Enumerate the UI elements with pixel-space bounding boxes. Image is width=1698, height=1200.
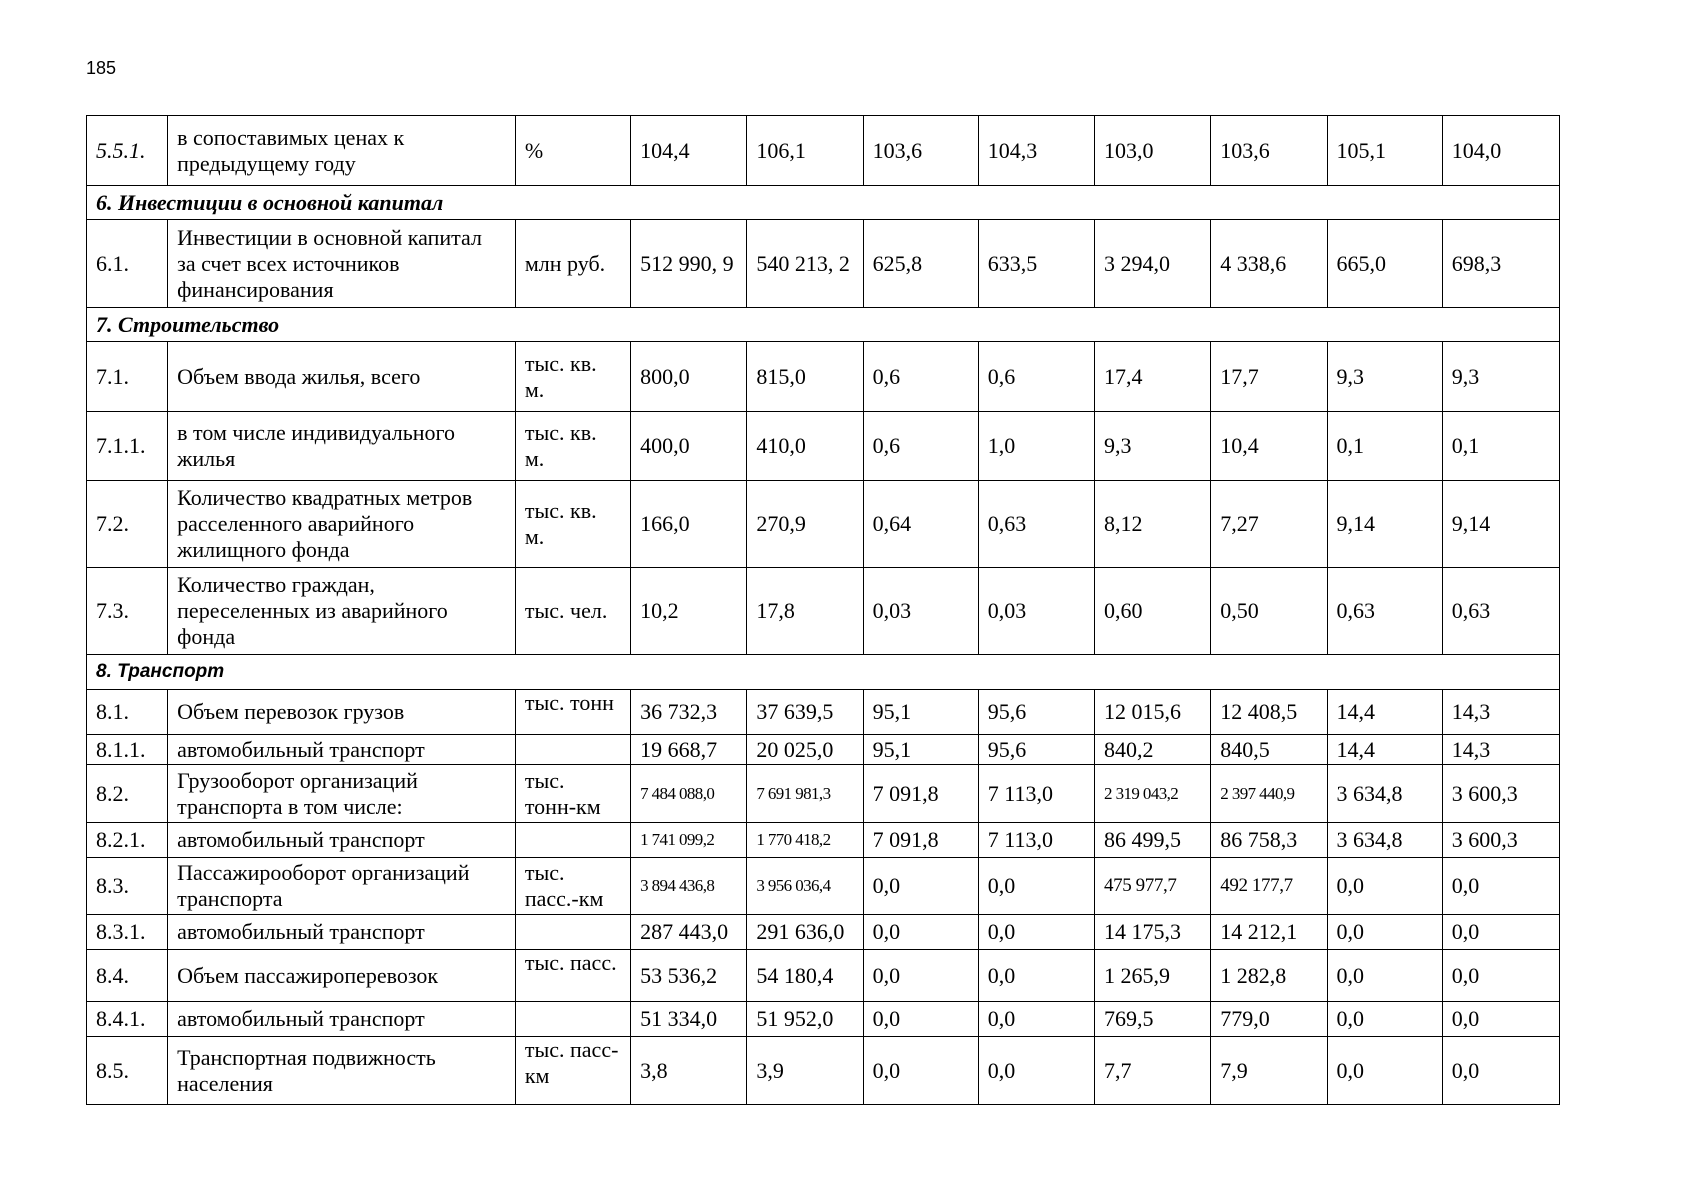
value-cell: 0,0 [863, 915, 978, 950]
value-cell: 7,27 [1211, 481, 1327, 568]
indicators-table [86, 115, 1560, 1105]
row-name: автомобильный транспорт [168, 735, 516, 765]
value-cell: 625,8 [863, 220, 978, 308]
value-cell: 0,0 [1442, 1002, 1559, 1037]
value-cell: 0,0 [1327, 1037, 1442, 1105]
value-cell: 7 113,0 [978, 823, 1094, 858]
row-code: 7.2. [87, 481, 168, 568]
row-code: 7.1. [87, 342, 168, 412]
value-cell: 0,0 [1442, 858, 1559, 915]
value-cell: 0,1 [1327, 412, 1442, 481]
row-unit-text: тыс. пасс-км [524, 1037, 619, 1088]
value-cell: 0,0 [1327, 915, 1442, 950]
value-cell: 0,6 [863, 412, 978, 481]
value-cell: 0,0 [1442, 1037, 1559, 1105]
row-code: 8.2.1. [87, 823, 168, 858]
value-cell: 512 990, 9 [631, 220, 747, 308]
table-row [87, 1037, 1560, 1105]
value-cell: 815,0 [747, 342, 863, 412]
row-name: Объем пассажироперевозок [168, 950, 516, 1002]
value-cell: 540 213, 2 [747, 220, 863, 308]
value-cell: 3,9 [747, 1037, 863, 1105]
value-cell: 14 212,1 [1211, 915, 1327, 950]
section-title: 6. Инвестиции в основной капитал [87, 186, 1560, 220]
row-unit: тыс. кв. м. [515, 481, 630, 568]
table-row [87, 568, 1560, 655]
row-unit [515, 1002, 630, 1037]
value-cell: 1 741 099,2 [631, 823, 747, 858]
row-name: автомобильный транспорт [168, 915, 516, 950]
value-cell: 0,03 [863, 568, 978, 655]
value-cell: 7 113,0 [978, 765, 1094, 823]
table-row [87, 342, 1560, 412]
value-cell: 291 636,0 [747, 915, 863, 950]
table-row [87, 950, 1560, 1002]
value-cell: 104,3 [978, 116, 1094, 186]
value-cell: 14,3 [1442, 735, 1559, 765]
row-name: Объем перевозок грузов [168, 690, 516, 735]
value-cell: 103,6 [1211, 116, 1327, 186]
section-header-row [87, 308, 1560, 342]
value-cell: 95,1 [863, 690, 978, 735]
section-title: 8. Транспорт [87, 655, 1560, 690]
row-unit [515, 690, 630, 735]
value-cell: 1 265,9 [1095, 950, 1211, 1002]
value-cell: 37 639,5 [747, 690, 863, 735]
value-cell: 7 091,8 [863, 823, 978, 858]
value-cell: 0,6 [863, 342, 978, 412]
value-cell: 7,9 [1211, 1037, 1327, 1105]
row-code: 7.3. [87, 568, 168, 655]
value-cell: 4 338,6 [1211, 220, 1327, 308]
value-cell: 86 758,3 [1211, 823, 1327, 858]
value-cell: 8,12 [1095, 481, 1211, 568]
table-row [87, 858, 1560, 915]
row-unit: тыс. кв. м. [515, 412, 630, 481]
row-name: в том числе индивидуального жилья [168, 412, 516, 481]
value-cell: 270,9 [747, 481, 863, 568]
value-cell: 2 397 440,9 [1211, 765, 1327, 823]
value-cell: 104,0 [1442, 116, 1559, 186]
row-name: автомобильный транспорт [168, 823, 516, 858]
value-cell: 17,7 [1211, 342, 1327, 412]
section-header-row [87, 655, 1560, 690]
table-row [87, 765, 1560, 823]
value-cell: 95,1 [863, 735, 978, 765]
value-cell: 19 668,7 [631, 735, 747, 765]
value-cell: 17,8 [747, 568, 863, 655]
value-cell: 3 600,3 [1442, 823, 1559, 858]
table-row [87, 1002, 1560, 1037]
value-cell: 0,0 [978, 950, 1094, 1002]
row-unit [515, 915, 630, 950]
row-unit [515, 1037, 630, 1105]
row-code: 8.4.1. [87, 1002, 168, 1037]
row-unit [515, 735, 630, 765]
row-name: автомобильный транспорт [168, 1002, 516, 1037]
row-code: 8.3.1. [87, 915, 168, 950]
table-row [87, 915, 1560, 950]
value-cell: 9,3 [1327, 342, 1442, 412]
value-cell: 1,0 [978, 412, 1094, 481]
row-unit: тыс. пасс.-км [515, 858, 630, 915]
value-cell: 3 294,0 [1095, 220, 1211, 308]
value-cell: 12 015,6 [1095, 690, 1211, 735]
value-cell: 0,63 [1442, 568, 1559, 655]
value-cell: 0,0 [863, 1002, 978, 1037]
value-cell: 86 499,5 [1095, 823, 1211, 858]
value-cell: 106,1 [747, 116, 863, 186]
value-cell: 665,0 [1327, 220, 1442, 308]
value-cell: 0,0 [1442, 950, 1559, 1002]
value-cell: 105,1 [1327, 116, 1442, 186]
value-cell: 698,3 [1442, 220, 1559, 308]
row-name: Объем ввода жилья, всего [168, 342, 516, 412]
value-cell: 3 600,3 [1442, 765, 1559, 823]
value-cell: 10,4 [1211, 412, 1327, 481]
value-cell: 800,0 [631, 342, 747, 412]
value-cell: 7 691 981,3 [747, 765, 863, 823]
value-cell: 166,0 [631, 481, 747, 568]
row-code: 8.5. [87, 1037, 168, 1105]
table-row [87, 220, 1560, 308]
table-row [87, 735, 1560, 765]
row-name: Транспортная подвижность населения [168, 1037, 516, 1105]
row-unit: тыс. тонн-км [515, 765, 630, 823]
row-code: 8.4. [87, 950, 168, 1002]
value-cell: 7 484 088,0 [631, 765, 747, 823]
value-cell: 0,0 [1442, 915, 1559, 950]
value-cell: 1 770 418,2 [747, 823, 863, 858]
row-code: 8.1. [87, 690, 168, 735]
value-cell: 1 282,8 [1211, 950, 1327, 1002]
table-row [87, 412, 1560, 481]
section-header-row [87, 186, 1560, 220]
row-name: в сопоставимых ценах к предыдущему году [168, 116, 516, 186]
row-unit: тыс. кв. м. [515, 342, 630, 412]
value-cell: 36 732,3 [631, 690, 747, 735]
table-row [87, 116, 1560, 186]
value-cell: 3,8 [631, 1037, 747, 1105]
value-cell: 14,4 [1327, 735, 1442, 765]
value-cell: 7 091,8 [863, 765, 978, 823]
value-cell: 0,6 [978, 342, 1094, 412]
value-cell: 0,0 [1327, 1002, 1442, 1037]
row-code: 6.1. [87, 220, 168, 308]
value-cell: 0,50 [1211, 568, 1327, 655]
value-cell: 14,4 [1327, 690, 1442, 735]
value-cell: 0,63 [1327, 568, 1442, 655]
value-cell: 12 408,5 [1211, 690, 1327, 735]
table-row [87, 481, 1560, 568]
page-number: 185 [86, 58, 117, 78]
table-row [87, 690, 1560, 735]
value-cell: 779,0 [1211, 1002, 1327, 1037]
row-unit [515, 823, 630, 858]
value-cell: 0,60 [1095, 568, 1211, 655]
value-cell: 287 443,0 [631, 915, 747, 950]
value-cell: 51 334,0 [631, 1002, 747, 1037]
row-name: Инвестиции в основной капитал за счет всех источников финансирования [168, 220, 516, 308]
value-cell: 0,0 [1327, 950, 1442, 1002]
value-cell: 54 180,4 [747, 950, 863, 1002]
value-cell: 0,0 [978, 858, 1094, 915]
value-cell: 53 536,2 [631, 950, 747, 1002]
value-cell: 3 634,8 [1327, 765, 1442, 823]
value-cell: 9,14 [1327, 481, 1442, 568]
row-code: 5.5.1. [87, 116, 168, 186]
value-cell: 0,0 [863, 1037, 978, 1105]
row-unit [515, 950, 630, 1002]
row-unit-text: тыс. пасс. [524, 950, 617, 975]
value-cell: 10,2 [631, 568, 747, 655]
row-code: 7.1.1. [87, 412, 168, 481]
row-name: Количество квадратных метров расселенного аварийного жилищного фонда [168, 481, 516, 568]
value-cell: 51 952,0 [747, 1002, 863, 1037]
value-cell: 0,0 [978, 1002, 1094, 1037]
value-cell: 769,5 [1095, 1002, 1211, 1037]
value-cell: 103,6 [863, 116, 978, 186]
value-cell: 0,1 [1442, 412, 1559, 481]
value-cell: 0,0 [978, 1037, 1094, 1105]
row-name: Количество граждан, переселенных из аварийного фонда [168, 568, 516, 655]
row-name: Пассажирооборот организаций транспорта [168, 858, 516, 915]
row-code: 8.3. [87, 858, 168, 915]
row-code: 8.1.1. [87, 735, 168, 765]
value-cell: 400,0 [631, 412, 747, 481]
value-cell: 7,7 [1095, 1037, 1211, 1105]
value-cell: 0,0 [863, 858, 978, 915]
value-cell: 3 634,8 [1327, 823, 1442, 858]
value-cell: 95,6 [978, 735, 1094, 765]
value-cell: 9,14 [1442, 481, 1559, 568]
row-unit-text: тыс. тонн [524, 690, 614, 715]
value-cell: 633,5 [978, 220, 1094, 308]
value-cell: 2 319 043,2 [1095, 765, 1211, 823]
value-cell: 0,63 [978, 481, 1094, 568]
value-cell: 840,2 [1095, 735, 1211, 765]
row-unit: % [515, 116, 630, 186]
row-unit: млн руб. [515, 220, 630, 308]
value-cell: 0,0 [863, 950, 978, 1002]
value-cell: 95,6 [978, 690, 1094, 735]
table-row [87, 823, 1560, 858]
value-cell: 410,0 [747, 412, 863, 481]
value-cell: 840,5 [1211, 735, 1327, 765]
value-cell: 20 025,0 [747, 735, 863, 765]
value-cell: 14,3 [1442, 690, 1559, 735]
value-cell: 14 175,3 [1095, 915, 1211, 950]
value-cell: 9,3 [1095, 412, 1211, 481]
value-cell: 9,3 [1442, 342, 1559, 412]
row-unit: тыс. чел. [515, 568, 630, 655]
value-cell: 3 956 036,4 [747, 858, 863, 915]
value-cell: 0,0 [978, 915, 1094, 950]
section-title: 7. Строительство [87, 308, 1560, 342]
row-code: 8.2. [87, 765, 168, 823]
value-cell: 475 977,7 [1095, 858, 1211, 915]
value-cell: 492 177,7 [1211, 858, 1327, 915]
value-cell: 103,0 [1095, 116, 1211, 186]
value-cell: 0,03 [978, 568, 1094, 655]
value-cell: 0,0 [1327, 858, 1442, 915]
value-cell: 17,4 [1095, 342, 1211, 412]
value-cell: 3 894 436,8 [631, 858, 747, 915]
value-cell: 0,64 [863, 481, 978, 568]
row-name: Грузооборот организаций транспорта в том числе: [168, 765, 516, 823]
table-body [87, 116, 1560, 1105]
value-cell: 104,4 [631, 116, 747, 186]
